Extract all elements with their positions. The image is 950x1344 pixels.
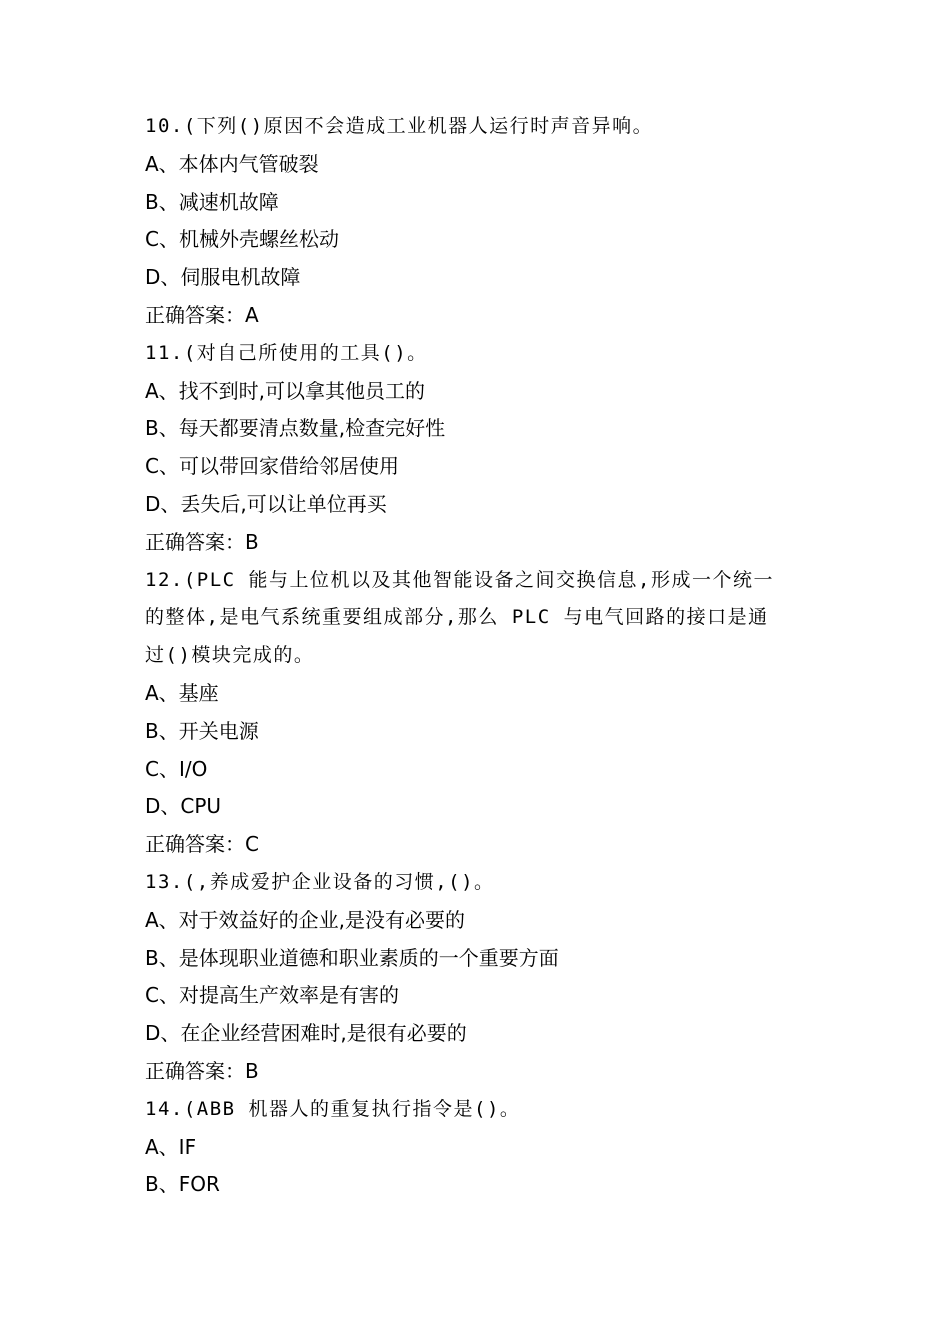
question-stem-line-3: 过()模块完成的。 <box>145 644 315 667</box>
question-stem-line-1: 12.(PLC 能与上位机以及其他智能设备之间交换信息,形成一个统一 <box>145 568 774 591</box>
option-c: C、对提高生产效率是有害的 <box>145 983 399 1008</box>
question-list <box>145 108 815 1204</box>
option-d: D、CPU <box>145 794 222 819</box>
option-c: C、可以带回家借给邻居使用 <box>145 454 399 479</box>
question-12 <box>145 562 815 864</box>
option-c: C、I/O <box>145 756 208 781</box>
correct-answer: 正确答案：B <box>145 1058 259 1083</box>
correct-answer: 正确答案：B <box>145 529 259 554</box>
question-10 <box>145 108 815 335</box>
option-a: A、找不到时,可以拿其他员工的 <box>145 378 426 403</box>
question-14 <box>145 1091 815 1204</box>
option-d: D、丢失后,可以让单位再买 <box>145 491 387 516</box>
option-a: A、基座 <box>145 680 219 705</box>
question-stem: 10.(下列()原因不会造成工业机器人运行时声音异响。 <box>145 115 654 137</box>
option-b: B、FOR <box>145 1172 220 1197</box>
question-stem-line-2: 的整体,是电气系统重要组成部分,那么 PLC 与电气回路的接口是通 <box>145 606 769 629</box>
question-stem: 14.(ABB 机器人的重复执行指令是()。 <box>145 1097 521 1120</box>
question-13 <box>145 864 815 1091</box>
question-stem: 11.(对自己所使用的工具()。 <box>145 341 428 364</box>
option-b: B、是体现职业道德和职业素质的一个重要方面 <box>145 945 559 970</box>
option-b: B、开关电源 <box>145 718 259 743</box>
option-a: A、本体内气管破裂 <box>145 151 319 176</box>
correct-answer: 正确答案：A <box>145 302 259 327</box>
question-stem: 13.(,养成爱护企业设备的习惯,()。 <box>145 870 495 893</box>
correct-answer: 正确答案：C <box>145 832 259 857</box>
option-b: B、每天都要清点数量,检查完好性 <box>145 416 446 441</box>
option-d: D、伺服电机故障 <box>145 265 301 290</box>
option-c: C、机械外壳螺丝松动 <box>145 227 339 252</box>
option-b: B、减速机故障 <box>145 189 279 214</box>
question-11 <box>145 335 815 562</box>
option-a: A、IF <box>145 1134 197 1159</box>
option-d: D、在企业经营困难时,是很有必要的 <box>145 1021 467 1046</box>
option-a: A、对于效益好的企业,是没有必要的 <box>145 907 466 932</box>
